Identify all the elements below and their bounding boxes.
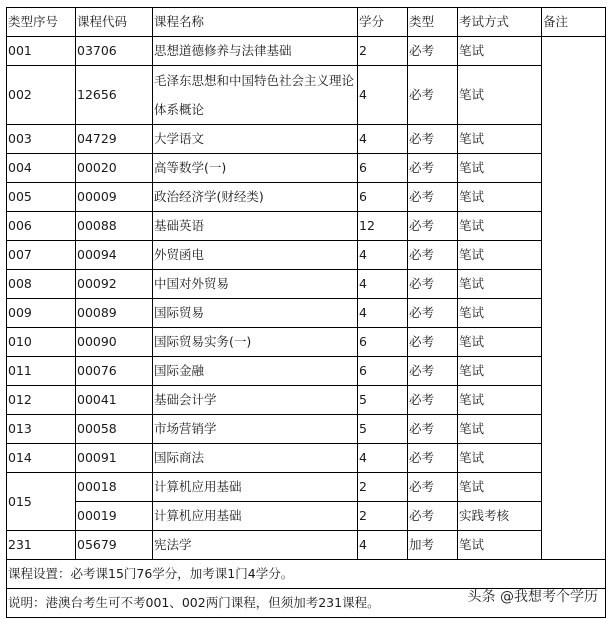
table-row [7,183,606,212]
cell-type: 必考 [408,328,458,357]
cell-code: 00089 [76,299,153,328]
table-row [7,415,606,444]
table-row [7,473,606,502]
cell-name: 国际商法 [153,444,358,473]
cell-name: 政治经济学(财经类) [153,183,358,212]
cell-type: 必考 [408,241,458,270]
cell-credits: 2 [358,37,408,66]
cell-seq: 002 [7,66,76,125]
cell-type: 必考 [408,154,458,183]
cell-type: 必考 [408,37,458,66]
cell-code: 00018 [76,473,153,502]
cell-type: 必考 [408,270,458,299]
header-seq: 类型序号 [7,8,76,37]
cell-credits: 4 [358,125,408,154]
course-table [6,7,606,618]
cell-name: 国际贸易 [153,299,358,328]
cell-exam: 笔试 [458,531,542,560]
note-text: 说明：港澳台考生可不考001、002两门课程，但须加考231课程。 [7,589,606,618]
cell-exam: 笔试 [458,270,542,299]
cell-exam: 笔试 [458,444,542,473]
cell-credits: 2 [358,473,408,502]
cell-name: 国际贸易实务(一) [153,328,358,357]
cell-exam: 笔试 [458,183,542,212]
cell-seq: 006 [7,212,76,241]
cell-type: 必考 [408,444,458,473]
cell-code: 03706 [76,37,153,66]
cell-type: 必考 [408,415,458,444]
cell-credits: 6 [358,328,408,357]
cell-exam: 笔试 [458,415,542,444]
cell-credits: 4 [358,531,408,560]
cell-exam: 笔试 [458,66,542,125]
cell-name: 计算机应用基础 [153,502,358,531]
cell-credits: 12 [358,212,408,241]
header-code: 课程代码 [76,8,153,37]
header-exam: 考试方式 [458,8,542,37]
cell-seq: 007 [7,241,76,270]
cell-exam: 笔试 [458,37,542,66]
cell-name: 基础英语 [153,212,358,241]
cell-code: 04729 [76,125,153,154]
cell-seq: 231 [7,531,76,560]
cell-code: 00088 [76,212,153,241]
cell-type: 必考 [408,502,458,531]
cell-seq: 010 [7,328,76,357]
cell-type: 必考 [408,183,458,212]
cell-code: 00076 [76,357,153,386]
cell-exam: 笔试 [458,154,542,183]
cell-credits: 4 [358,66,408,125]
cell-seq: 013 [7,415,76,444]
table-row [7,125,606,154]
cell-seq: 005 [7,183,76,212]
cell-exam: 实践考核 [458,502,542,531]
header-credits: 学分 [358,8,408,37]
cell-seq: 015 [7,473,76,531]
cell-type: 必考 [408,386,458,415]
cell-seq: 003 [7,125,76,154]
cell-credits: 6 [358,357,408,386]
cell-credits: 5 [358,415,408,444]
cell-type: 必考 [408,357,458,386]
cell-remarks [542,37,606,560]
cell-seq: 014 [7,444,76,473]
cell-exam: 笔试 [458,299,542,328]
cell-type: 必考 [408,125,458,154]
cell-exam: 笔试 [458,241,542,270]
table-row [7,386,606,415]
table-row [7,444,606,473]
cell-exam: 笔试 [458,473,542,502]
cell-seq: 001 [7,37,76,66]
table-row [7,241,606,270]
cell-exam: 笔试 [458,212,542,241]
cell-seq: 004 [7,154,76,183]
cell-code: 00094 [76,241,153,270]
cell-code: 05679 [76,531,153,560]
cell-code: 00019 [76,502,153,531]
cell-credits: 4 [358,270,408,299]
cell-name: 计算机应用基础 [153,473,358,502]
cell-code: 00090 [76,328,153,357]
table-row [7,502,606,531]
cell-code: 00041 [76,386,153,415]
cell-exam: 笔试 [458,125,542,154]
table-header-row [7,8,606,37]
cell-type: 必考 [408,66,458,125]
table-row [7,154,606,183]
cell-type: 必考 [408,299,458,328]
cell-seq: 008 [7,270,76,299]
cell-code: 00020 [76,154,153,183]
cell-name: 高等数学(一) [153,154,358,183]
cell-seq: 012 [7,386,76,415]
cell-name: 中国对外贸易 [153,270,358,299]
cell-name: 毛泽东思想和中国特色社会主义理论体系概论 [153,66,358,125]
table-row [7,328,606,357]
header-name: 课程名称 [153,8,358,37]
cell-code: 00091 [76,444,153,473]
watermark: 头条 @我想考个学历 [467,589,598,605]
cell-credits: 4 [358,444,408,473]
cell-type: 必考 [408,473,458,502]
table-row [7,531,606,560]
table-row [7,270,606,299]
table-row [7,299,606,328]
cell-exam: 笔试 [458,357,542,386]
table-row [7,66,606,125]
table-row [7,212,606,241]
cell-type: 加考 [408,531,458,560]
cell-name: 市场营销学 [153,415,358,444]
cell-seq: 009 [7,299,76,328]
cell-exam: 笔试 [458,386,542,415]
cell-name: 基础会计学 [153,386,358,415]
cell-code: 00092 [76,270,153,299]
course-setup-row [7,560,606,589]
cell-type: 必考 [408,212,458,241]
cell-code: 00009 [76,183,153,212]
cell-seq: 011 [7,357,76,386]
cell-name: 宪法学 [153,531,358,560]
cell-credits: 4 [358,241,408,270]
cell-name: 思想道德修养与法律基础 [153,37,358,66]
cell-credits: 6 [358,183,408,212]
cell-code: 12656 [76,66,153,125]
cell-credits: 2 [358,502,408,531]
cell-name: 国际金融 [153,357,358,386]
cell-credits: 5 [358,386,408,415]
cell-credits: 4 [358,299,408,328]
table-row [7,357,606,386]
header-remarks: 备注 [542,8,606,37]
header-type: 类型 [408,8,458,37]
table-row [7,37,606,66]
cell-code: 00058 [76,415,153,444]
cell-exam: 笔试 [458,328,542,357]
cell-name: 外贸函电 [153,241,358,270]
cell-credits: 6 [358,154,408,183]
cell-name: 大学语文 [153,125,358,154]
course-setup-text: 课程设置：必考课15门76学分，加考课1门4学分。 [7,560,606,589]
